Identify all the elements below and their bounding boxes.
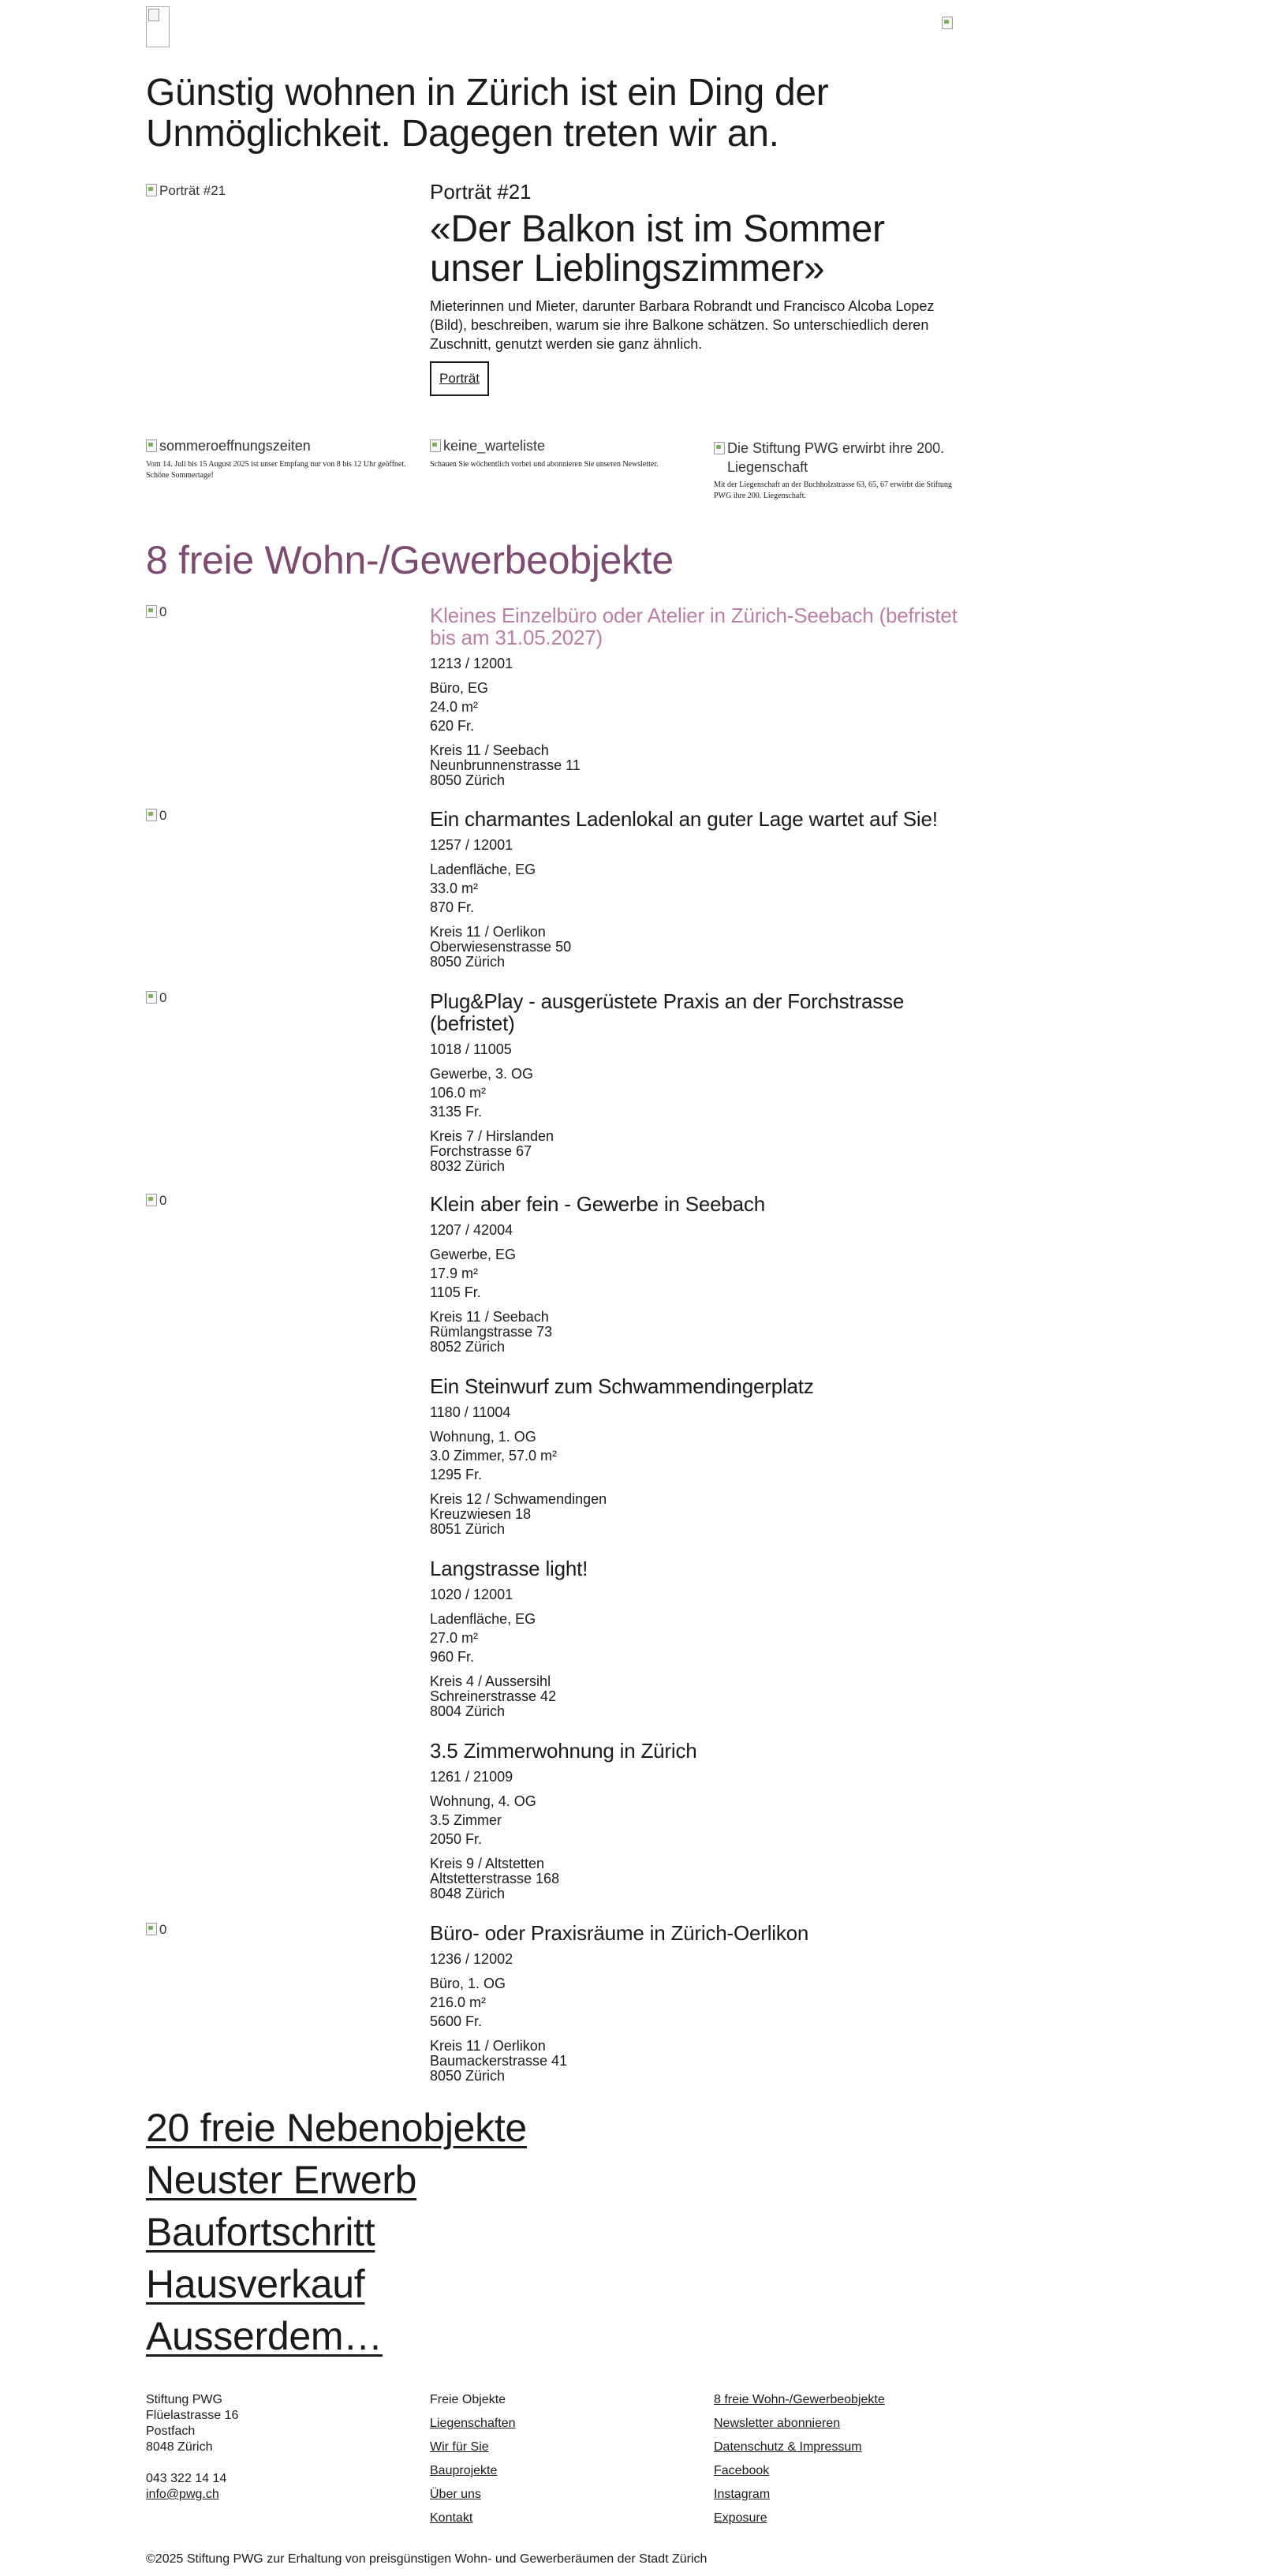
object-price: 1295 Fr.: [430, 1467, 483, 1482]
object-image-alt: 0: [159, 808, 167, 823]
broken-image-icon: [146, 1923, 157, 1935]
portrait-teaser: [430, 180, 971, 396]
object-ref: 1257 / 12001: [430, 837, 513, 853]
broken-image-icon: [146, 439, 157, 452]
object-size: 106.0 m²: [430, 1085, 487, 1101]
section-links: [146, 2102, 527, 2362]
footer-nav-freie-objekte[interactable]: Freie Objekte: [430, 2393, 506, 2406]
broken-image-icon: [146, 605, 157, 618]
object-ref: 1236 / 12002: [430, 1951, 513, 1967]
object-city: 8050 Zürich: [430, 954, 506, 970]
object-title[interactable]: Klein aber fein - Gewerbe in Seebach: [430, 1192, 765, 1216]
object-type: Ladenfläche, EG: [430, 862, 536, 877]
object-city: 8050 Zürich: [430, 2068, 506, 2084]
object-price: 3135 Fr.: [430, 1104, 483, 1120]
object-type: Gewerbe, EG: [430, 1247, 517, 1262]
footer-link-facebook[interactable]: Facebook: [714, 2464, 770, 2477]
object-city: 8004 Zürich: [430, 1703, 506, 1719]
footer-nav: [430, 2392, 690, 2534]
portrait-button[interactable]: Porträt: [430, 361, 489, 396]
object-district: Kreis 11 / Seebach: [430, 1309, 549, 1325]
teaser-item[interactable]: [714, 439, 971, 502]
objects-heading: 8 freie Wohn-/Gewerbeobjekte: [146, 538, 674, 582]
object-street: Kreuzwiesen 18: [430, 1506, 532, 1522]
teaser-text: Mit der Liegenschaft an der Buchholzstrasse 63, 65, 67 erwirbt die Stiftung PWG ihre 200. Liegenschaft.: [714, 480, 952, 500]
object-ref: 1020 / 12001: [430, 1587, 513, 1602]
teaser-image: [146, 439, 311, 454]
broken-image-icon: [148, 9, 159, 21]
footer-link-privacy[interactable]: Datenschutz & Impressum: [714, 2440, 862, 2454]
object-title[interactable]: Ein charmantes Ladenlokal an guter Lage wartet auf Sie!: [430, 807, 938, 831]
object-street: Baumackerstrasse 41: [430, 2053, 568, 2069]
object-street: Oberwiesenstrasse 50: [430, 939, 572, 955]
portrait-text: Mieterinnen und Mieter, darunter Barbara Robrandt und Francisco Alcoba Lopez (Bild), beschreiben, warum sie ihre Balkone schätzen. So unterschiedlich deren Zuschnitt, genutzt werden sie ganz ähnlich.: [430, 298, 935, 352]
teaser-image: [714, 439, 971, 477]
broken-image-icon: [146, 1194, 157, 1206]
object-title[interactable]: 3.5 Zimmerwohnung in Zürich: [430, 1739, 697, 1763]
link-ausserdem[interactable]: Ausserdem…: [146, 2314, 383, 2358]
page-title: Günstig wohnen in Zürich ist ein Ding der Unmöglichkeit. Dagegen treten wir an.: [146, 72, 829, 155]
object-city: 8032 Zürich: [430, 1158, 506, 1174]
object-price: 1105 Fr.: [430, 1284, 481, 1300]
object-type: Ladenfläche, EG: [430, 1611, 536, 1627]
object-price: 620 Fr.: [430, 718, 475, 734]
link-hausverkauf[interactable]: Hausverkauf: [146, 2262, 365, 2306]
link-nebenobjekte[interactable]: 20 freie Nebenobjekte: [146, 2106, 527, 2150]
object-city: 8051 Zürich: [430, 1521, 506, 1537]
object-district: Kreis 12 / Schwamendingen: [430, 1491, 607, 1507]
object-district: Kreis 4 / Aussersihl: [430, 1673, 551, 1689]
teaser-image-alt: sommeroeffnungszeiten: [159, 438, 311, 454]
object-title[interactable]: Kleines Einzelbüro oder Atelier in Zürich-Seebach (befristet bis am 31.05.2027): [430, 604, 958, 649]
object-image-alt: 0: [159, 1193, 167, 1208]
object-price: 2050 Fr.: [430, 1831, 483, 1847]
object-type: Büro, EG: [430, 680, 489, 696]
object-street: Forchstrasse 67: [430, 1143, 532, 1159]
object-image: [146, 1193, 166, 1208]
object-size: 17.9 m²: [430, 1266, 479, 1281]
teaser-image-alt: keine_warteliste: [443, 438, 546, 454]
footer-org-name: Stiftung PWG: [146, 2393, 222, 2406]
link-baufortschritt[interactable]: Baufortschritt: [146, 2210, 375, 2254]
object-title[interactable]: Plug&Play - ausgerüstete Praxis an der Forchstrasse (befristet): [430, 989, 905, 1035]
object-image: [146, 990, 166, 1005]
object-image-alt: 0: [159, 990, 167, 1005]
object-ref: 1180 / 11004: [430, 1404, 511, 1420]
footer-nav-kontakt[interactable]: Kontakt: [430, 2511, 473, 2525]
teaser-text: Vom 14. Juli bis 15 August 2025 ist unser Empfang nur von 8 bis 12 Uhr geöffnet. Schöne Sommertage!: [146, 460, 406, 480]
teaser-image-alt: Die Stiftung PWG erwirbt ihre 200. Liegenschaft: [727, 440, 945, 475]
object-city: 8050 Zürich: [430, 772, 506, 788]
broken-image-icon: [146, 809, 157, 821]
object-street: Neunbrunnenstrasse 11: [430, 757, 581, 773]
object-street: Schreinerstrasse 42: [430, 1688, 557, 1704]
portrait-title: «Der Balkon ist im Sommer unser Lieblingszimmer»: [430, 208, 885, 290]
object-ref: 1018 / 11005: [430, 1041, 512, 1057]
object-type: Büro, 1. OG: [430, 1976, 506, 1991]
footer-nav-wir-fuer-sie[interactable]: Wir für Sie: [430, 2440, 489, 2454]
footer-phone: 043 322 14 14: [146, 2472, 227, 2485]
object-size: 3.5 Zimmer: [430, 1812, 502, 1828]
object-price: 5600 Fr.: [430, 2013, 483, 2029]
portrait-kicker: Porträt #21: [430, 180, 532, 204]
footer-street: Flüelastrasse 16: [146, 2409, 239, 2422]
footer-link-exposure[interactable]: Exposure: [714, 2511, 767, 2525]
object-size: 33.0 m²: [430, 880, 479, 896]
object-ref: 1207 / 42004: [430, 1222, 513, 1238]
object-district: Kreis 11 / Oerlikon: [430, 924, 546, 940]
broken-image-icon: [146, 991, 157, 1004]
object-district: Kreis 11 / Seebach: [430, 742, 549, 758]
object-city: 8048 Zürich: [430, 1886, 506, 1901]
object-type: Gewerbe, 3. OG: [430, 1066, 534, 1082]
object-ref: 1213 / 12001: [430, 656, 513, 671]
object-title[interactable]: Büro- oder Praxisräume in Zürich-Oerlikon: [430, 1921, 809, 1945]
object-image: [146, 1922, 166, 1937]
footer-postbox: Postfach: [146, 2425, 196, 2438]
object-size: 216.0 m²: [430, 1995, 487, 2010]
object-image-alt: 0: [159, 1922, 167, 1937]
object-type: Wohnung, 1. OG: [430, 1429, 536, 1445]
menu-button[interactable]: [942, 16, 953, 29]
teaser-item[interactable]: [430, 439, 690, 470]
broken-image-icon: [430, 439, 441, 452]
object-title[interactable]: Langstrasse light!: [430, 1557, 588, 1580]
footer-nav-liegenschaften[interactable]: Liegenschaften: [430, 2417, 516, 2430]
footer-address: [146, 2392, 406, 2503]
object-size: 3.0 Zimmer, 57.0 m²: [430, 1448, 558, 1464]
object-image-alt: 0: [159, 604, 167, 619]
portrait-image-alt: Porträt #21: [159, 183, 226, 198]
broken-image-icon: [146, 184, 157, 196]
object-size: 24.0 m²: [430, 699, 479, 715]
broken-image-icon: [942, 17, 953, 29]
object-street: Altstetterstrasse 168: [430, 1871, 560, 1886]
teaser-image: [430, 439, 545, 454]
object-type: Wohnung, 4. OG: [430, 1793, 536, 1809]
object-district: Kreis 11 / Oerlikon: [430, 2038, 546, 2054]
broken-image-icon: [714, 442, 725, 454]
portrait-image[interactable]: [146, 183, 226, 198]
copyright: ©2025 Stiftung PWG zur Erhaltung von preisgünstigen Wohn- und Gewerberäumen der Stadt Zürich: [146, 2552, 708, 2566]
object-image: [146, 604, 166, 619]
teaser-text: Schauen Sie wöchentlich vorbei und abonnieren Sie unseren Newsletter.: [430, 460, 659, 469]
object-size: 27.0 m²: [430, 1630, 479, 1646]
link-neuster-erwerb[interactable]: Neuster Erwerb: [146, 2158, 417, 2202]
footer-link-instagram[interactable]: Instagram: [714, 2488, 771, 2501]
object-price: 870 Fr.: [430, 899, 475, 915]
footer-nav-bauprojekte[interactable]: Bauprojekte: [430, 2464, 498, 2477]
logo-link[interactable]: [146, 6, 170, 47]
footer-link-objects[interactable]: 8 freie Wohn-/Gewerbeobjekte: [714, 2393, 885, 2406]
object-city: 8052 Zürich: [430, 1339, 506, 1355]
footer-city: 8048 Zürich: [146, 2440, 213, 2454]
footer-link-newsletter[interactable]: Newsletter abonnieren: [714, 2417, 841, 2430]
footer-email-link[interactable]: info@pwg.ch: [146, 2488, 219, 2501]
object-street: Rümlangstrasse 73: [430, 1324, 553, 1340]
object-image: [146, 808, 166, 823]
object-title[interactable]: Ein Steinwurf zum Schwammendingerplatz: [430, 1374, 814, 1398]
object-price: 960 Fr.: [430, 1649, 475, 1665]
object-district: Kreis 9 / Altstetten: [430, 1856, 545, 1871]
object-ref: 1261 / 21009: [430, 1769, 513, 1785]
object-district: Kreis 7 / Hirslanden: [430, 1128, 554, 1144]
footer-links: [714, 2392, 974, 2534]
footer-nav-ueber-uns[interactable]: Über uns: [430, 2488, 481, 2501]
